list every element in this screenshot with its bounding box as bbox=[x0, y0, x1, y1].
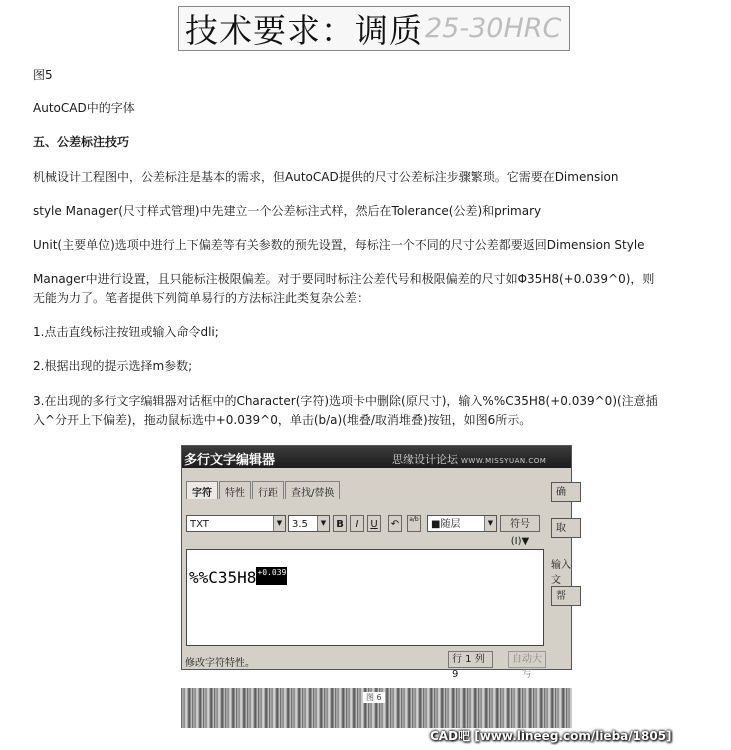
help-button[interactable]: 帮 bbox=[551, 586, 581, 606]
status-message: 修改字符特性。 bbox=[185, 658, 255, 669]
editor-title: 多行文字编辑器 bbox=[184, 453, 276, 468]
paragraph-line-1: 机械设计工程图中，公差标注是基本的需求，但AutoCAD提供的尺寸公差标注步骤繁琐。它需要在Dimension bbox=[33, 170, 619, 184]
step-3-line-1: 3.在出现的多行文字编辑器对话框中的Character(字符)选项卡中删除(原尺寸)，输入%%C35H8(+0.039^0)(注意插 bbox=[33, 394, 658, 408]
mtext-content: $\%\%C35H8^{+0.039}$ bbox=[189, 568, 287, 587]
selected-tolerance-text: +0.039 bbox=[256, 567, 287, 585]
underline-button[interactable]: U bbox=[367, 515, 381, 532]
mtext-edit-area[interactable] bbox=[186, 549, 544, 646]
paragraph-line-2: style Manager(尺寸样式管理)中先建立一个公差标注式样，然后在Tolerance(公差)和primary bbox=[33, 204, 542, 218]
color-select[interactable]: ■随层 ▼ bbox=[427, 515, 497, 532]
figure-6-strip bbox=[181, 688, 572, 728]
size-select[interactable]: 3.5 ▼ bbox=[288, 515, 330, 532]
tab-line-spacing[interactable]: 行距 bbox=[252, 481, 284, 499]
stack-button[interactable]: a/b bbox=[407, 515, 421, 532]
step-1: 1.点击直线标注按钮或输入命令dli; bbox=[33, 325, 219, 339]
autocad-font-caption: AutoCAD中的字体 bbox=[33, 101, 135, 115]
title-banner-image bbox=[178, 6, 570, 51]
undo-button[interactable]: ↶ bbox=[388, 515, 402, 532]
editor-tabs bbox=[186, 481, 341, 499]
mtext-editor-screenshot bbox=[181, 445, 572, 680]
ok-button[interactable]: 确 bbox=[551, 482, 581, 502]
paragraph-line-4: Manager中进行设置，且只能标注极限偏差。对于要同时标注公差代号和极限偏差的尺寸如Φ35H8(+0.039^0)，则 bbox=[33, 272, 655, 286]
step-2: 2.根据出现的提示选择m参数; bbox=[33, 359, 193, 373]
editor-status-bar bbox=[182, 651, 542, 680]
section-heading: 五、公差标注技巧 bbox=[33, 135, 130, 149]
bold-button[interactable]: B bbox=[333, 515, 347, 532]
figure-5-caption: 图5 bbox=[33, 68, 53, 82]
import-text-label[interactable]: 输入文 bbox=[551, 560, 571, 586]
tab-properties[interactable]: 特性 bbox=[219, 481, 251, 499]
chevron-down-icon: ▼ bbox=[484, 516, 496, 531]
italic-button[interactable]: I bbox=[350, 515, 364, 532]
chevron-down-icon: ▼ bbox=[273, 516, 285, 531]
cursor-position: 行 1 列 9 bbox=[448, 651, 493, 668]
cancel-button[interactable]: 取 bbox=[551, 518, 581, 538]
banner-main-text: 技术要求：调质 bbox=[185, 11, 423, 50]
chevron-down-icon: ▼ bbox=[317, 516, 329, 531]
editor-title-bar bbox=[182, 446, 571, 468]
editor-brand: 思缘设计论坛 WWW.MISSYUAN.COM bbox=[392, 453, 547, 466]
symbol-button[interactable]: 符号(I)▼ bbox=[500, 515, 540, 532]
site-watermark: CAD吧 [www.lineeg.com/lieba/1805] bbox=[430, 729, 672, 743]
paragraph-line-5: 无能为力了。笔者提供下列简单易行的方法标注此类复杂公差： bbox=[33, 291, 370, 305]
figure-6-caption: 图 6 bbox=[363, 692, 385, 703]
font-select[interactable]: TXT ▼ bbox=[186, 515, 286, 532]
tab-find-replace[interactable]: 查找/替换 bbox=[285, 481, 340, 499]
editor-toolbar bbox=[186, 514, 543, 547]
tab-character[interactable]: 字符 bbox=[186, 481, 218, 499]
auto-caps-button[interactable]: 自动大写 bbox=[508, 651, 546, 668]
paragraph-line-3: Unit(主要单位)选项中进行上下偏差等有关参数的预先设置，每标注一个不同的尺寸公差都要返回Dimension Style bbox=[33, 238, 645, 252]
banner-spec-text: 25-30HRC bbox=[425, 13, 562, 44]
step-3-line-2: 入^分开上下偏差)，拖动鼠标选中+0.039^0，单击(b/a)(堆叠/取消堆叠)按钮，如图6所示。 bbox=[33, 413, 532, 427]
editor-site: WWW.MISSYUAN.COM bbox=[461, 457, 547, 465]
